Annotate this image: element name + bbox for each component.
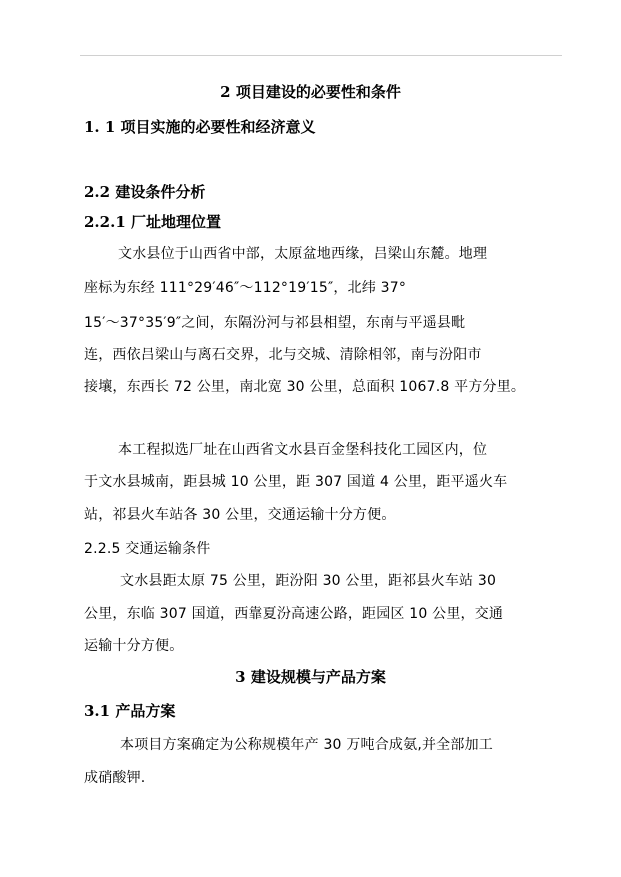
subsection-3-1-heading: 3.1 产品方案: [84, 702, 176, 720]
paragraph-line: 15′～37°35′9″之间，东隔汾河与祁县相望，东南与平遥县毗: [84, 315, 466, 331]
paragraph-line: 本工程拟选厂址在山西省文水县百金堡科技化工园区内，位: [118, 442, 488, 458]
paragraph-line: 站，祁县火车站各 30 公里，交通运输十分方便。: [84, 507, 396, 523]
paragraph-line: 连，西依吕梁山与离石交界，北与交城、清除相邻，南与汾阳市: [84, 347, 482, 363]
section-3-title: 3 建设规模与产品方案: [235, 668, 386, 686]
subsection-2-2-5-heading: 2.2.5 交通运输条件: [84, 541, 211, 557]
subsection-2-2-1-heading: 2.2.1 厂址地理位置: [84, 213, 221, 231]
paragraph-line: 接壤，东西长 72 公里，南北宽 30 公里，总面积 1067.8 平方分里。: [84, 379, 526, 395]
section-2-title: 2 项目建设的必要性和条件: [220, 83, 401, 101]
paragraph-line: 运输十分方便。: [84, 638, 184, 654]
paragraph-line: 本项目方案确定为公称规模年产 30 万吨合成氨,并全部加工: [120, 737, 493, 753]
paragraph-line: 座标为东经 111°29′46″～112°19′15″，北纬 37°: [84, 280, 407, 296]
subsection-1-1-heading: 1. 1 项目实施的必要性和经济意义: [84, 118, 316, 136]
subsection-2-2-heading: 2.2 建设条件分析: [84, 183, 206, 201]
paragraph-line: 成硝酸钾.: [84, 770, 146, 786]
paragraph-line: 于文水县城南，距县城 10 公里，距 307 国道 4 公里，距平遥火车: [84, 474, 508, 490]
paragraph-line: 文水县位于山西省中部，太原盆地西缘，吕梁山东麓。地理: [118, 246, 488, 262]
header-rule: [80, 55, 562, 56]
paragraph-line: 公里，东临 307 国道，西靠夏汾高速公路，距园区 10 公里，交通: [84, 606, 504, 622]
paragraph-line: 文水县距太原 75 公里，距汾阳 30 公里，距祁县火车站 30: [120, 573, 497, 589]
